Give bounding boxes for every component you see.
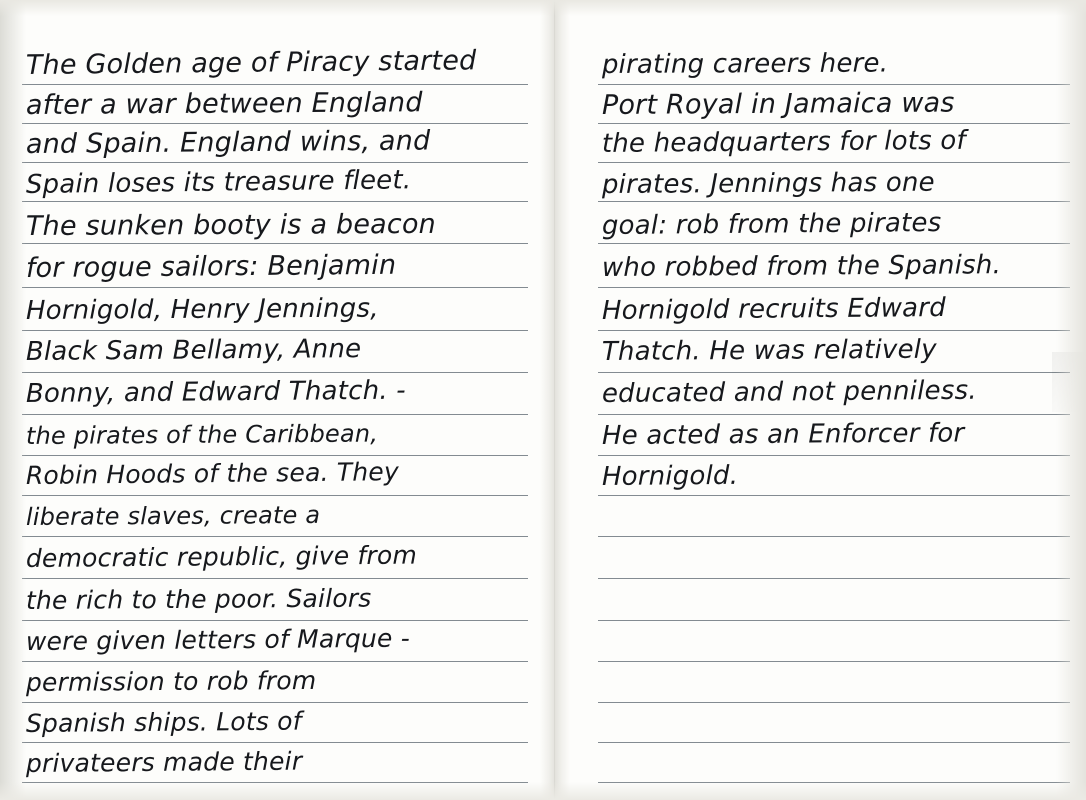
handwritten-line: Spain loses its treasure fleet. [25, 165, 412, 200]
rule-line [598, 123, 1070, 124]
handwritten-line: liberate slaves, create a [25, 500, 321, 531]
handwritten-line: The Golden age of Piracy started [25, 45, 477, 81]
handwritten-line: and Spain. England wins, and [25, 125, 431, 160]
rule-line [22, 414, 528, 415]
handwritten-line: Thatch. He was relatively [601, 334, 937, 367]
rule-line [598, 414, 1070, 415]
right-notebook-page [556, 0, 1086, 800]
rule-line [22, 123, 528, 124]
rule-line [22, 495, 528, 496]
handwritten-line: after a war between England [25, 87, 423, 121]
rule-line [598, 702, 1070, 703]
handwritten-line: Robin Hoods of the sea. They [25, 457, 400, 490]
handwritten-line: goal: rob from the pirates [601, 208, 942, 241]
handwritten-line: Bonny, and Edward Thatch. - [25, 375, 406, 409]
rule-line [598, 287, 1070, 288]
rule-line [598, 201, 1070, 202]
handwritten-line: He acted as an Enforcer for [601, 418, 965, 451]
rule-line [598, 578, 1070, 579]
rule-line [22, 578, 528, 579]
handwritten-line: the pirates of the Caribbean, [25, 419, 379, 450]
rule-line [598, 536, 1070, 537]
rule-line [22, 782, 528, 783]
handwritten-line: for rogue sailors: Benjamin [25, 249, 397, 284]
handwritten-line: privateers made their [25, 746, 303, 778]
rule-line [598, 661, 1070, 662]
rule-line [598, 455, 1070, 456]
rule-line [22, 330, 528, 331]
rule-line [598, 162, 1070, 163]
rule-line [22, 661, 528, 662]
rule-line [22, 84, 528, 85]
rule-line [22, 162, 528, 163]
notebook-gutter-crease [554, 0, 555, 800]
handwritten-line: pirates. Jennings has one [601, 167, 935, 200]
rule-line [598, 84, 1070, 85]
handwritten-line: Hornigold. [601, 460, 739, 492]
handwritten-line: were given letters of Marque - [25, 623, 411, 656]
handwritten-line: permission to rob from [25, 665, 317, 697]
rule-line [598, 782, 1070, 783]
rule-line [598, 495, 1070, 496]
page-corner-shadow [1052, 352, 1086, 412]
handwritten-line: pirating careers here. [601, 48, 889, 80]
handwritten-line: democratic republic, give from [25, 540, 418, 573]
rule-line [22, 287, 528, 288]
rule-line [598, 243, 1070, 244]
rule-line [22, 620, 528, 621]
handwritten-line: Spanish ships. Lots of [25, 706, 302, 738]
handwritten-line: the rich to the poor. Sailors [25, 583, 372, 615]
rule-line [598, 620, 1070, 621]
handwritten-line: Black Sam Bellamy, Anne [25, 334, 362, 367]
rule-line [22, 243, 528, 244]
rule-line [22, 372, 528, 373]
rule-line [22, 455, 528, 456]
handwritten-line: The sunken booty is a beacon [25, 208, 437, 242]
rule-line [22, 536, 528, 537]
rule-line [22, 742, 528, 743]
rule-line [598, 372, 1070, 373]
rule-line [598, 330, 1070, 331]
handwritten-line: Hornigold, Henry Jennings, [25, 293, 379, 326]
rule-line [22, 702, 528, 703]
handwritten-line: educated and not penniless. [601, 375, 977, 409]
handwritten-line: Port Royal in Jamaica was [601, 87, 955, 121]
handwritten-line: who robbed from the Spanish. [601, 250, 1002, 283]
handwritten-line: Hornigold recruits Edward [601, 292, 946, 326]
rule-line [598, 742, 1070, 743]
handwritten-line: the headquarters for lots of [601, 125, 966, 159]
rule-line [22, 201, 528, 202]
